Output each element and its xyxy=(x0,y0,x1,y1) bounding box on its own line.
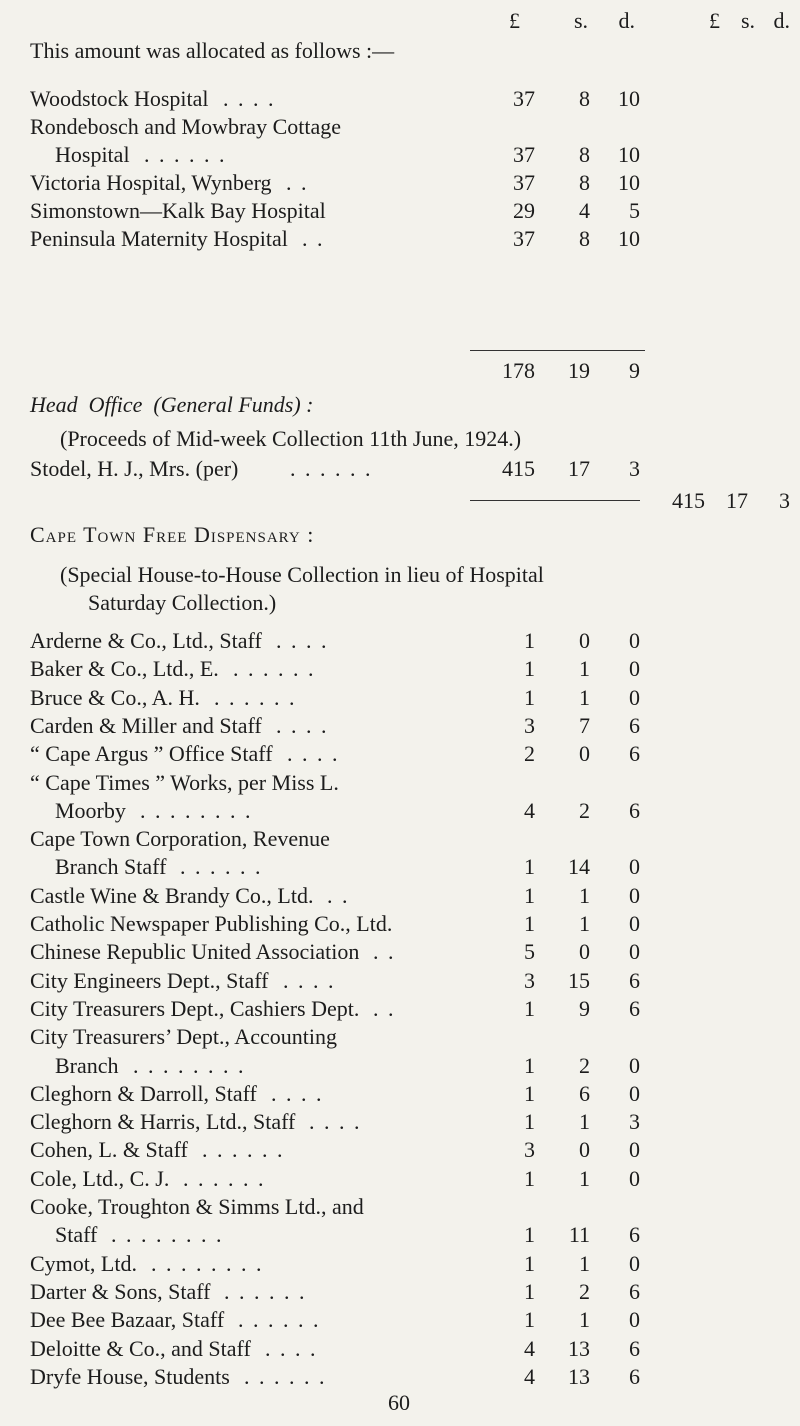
header-pounds-2: £ xyxy=(709,8,720,33)
hospital-total-shillings: 19 xyxy=(568,358,590,383)
amount-shillings: 8 xyxy=(579,142,590,167)
row-label: Staff xyxy=(55,1222,98,1248)
row-label: Peninsula Maternity Hospital xyxy=(30,226,288,251)
row-dots: . . . . xyxy=(265,1335,318,1361)
amount-shillings: 2 xyxy=(579,1052,590,1078)
row-dots: . . . . xyxy=(287,741,340,767)
amount-shillings: 7 xyxy=(579,712,590,738)
row-label: City Treasurers’ Dept., Accounting xyxy=(30,1024,337,1050)
amount-pence: 10 xyxy=(618,86,640,111)
amount-shillings: 1 xyxy=(579,1165,590,1191)
stodel-dots: . . . . . . xyxy=(290,456,373,481)
amount-shillings: 1 xyxy=(579,684,590,710)
row-label: “ Cape Times ” Works, per Miss L. xyxy=(30,769,339,795)
row-label: Cape Town Corporation, Revenue xyxy=(30,826,330,852)
row-label: Chinese Republic United Association xyxy=(30,939,360,965)
row-label: Cymot, Ltd. xyxy=(30,1250,137,1276)
dispensary-note-1: (Special House-to-House Collection in lieu of Hospital xyxy=(60,562,544,587)
amount-shillings: 1 xyxy=(579,911,590,936)
row-dots: . . xyxy=(302,226,325,251)
carry-shillings: 17 xyxy=(726,488,748,513)
row-dots: . . . . . . . . xyxy=(133,1052,246,1078)
carry-pence: 3 xyxy=(779,488,790,513)
amount-pounds: 37 xyxy=(513,86,535,111)
amount-pence: 10 xyxy=(618,226,640,251)
amount-pence: 0 xyxy=(629,911,640,936)
row-label: Cohen, L. & Staff xyxy=(30,1137,188,1163)
amount-pounds: 3 xyxy=(524,712,535,738)
row-dots: . . . . . . xyxy=(144,142,227,167)
row-label: Carden & Miller and Staff xyxy=(30,712,262,738)
header-shillings: s. xyxy=(573,8,588,33)
row-label: Rondebosch and Mowbray Cottage xyxy=(30,114,341,139)
amount-pence: 6 xyxy=(629,1222,640,1248)
carry-pounds: 415 xyxy=(672,488,705,513)
row-label: Moorby xyxy=(55,797,126,823)
amount-pence: 6 xyxy=(629,967,640,993)
row-dots: . . . . xyxy=(223,86,276,111)
row-dots: . . . . . . xyxy=(180,854,263,880)
row-dots: . . . . . . xyxy=(214,684,297,710)
total-rule xyxy=(470,350,645,351)
amount-shillings: 2 xyxy=(579,1278,590,1304)
row-dots: . . xyxy=(327,882,350,908)
amount-pounds: 4 xyxy=(524,797,535,823)
amount-pence: 0 xyxy=(629,628,640,653)
amount-shillings: 1 xyxy=(579,1307,590,1333)
head-office-title-b: Office xyxy=(88,392,143,417)
amount-pounds: 3 xyxy=(524,1137,535,1163)
amount-shillings: 1 xyxy=(579,1109,590,1135)
amount-pounds: 1 xyxy=(524,1165,535,1191)
amount-shillings: 11 xyxy=(568,1222,590,1248)
row-dots: . . . . . . . . xyxy=(111,1222,224,1248)
amount-pounds: 1 xyxy=(524,1278,535,1304)
amount-shillings: 8 xyxy=(579,170,590,195)
header-pence-2: d. xyxy=(773,8,790,33)
amount-shillings: 0 xyxy=(579,628,590,653)
amount-pounds: 1 xyxy=(524,1250,535,1276)
row-dots: . . xyxy=(373,995,396,1021)
header-shillings-2: s. xyxy=(740,8,755,33)
row-label: Hospital xyxy=(55,142,130,167)
amount-pounds: 1 xyxy=(524,995,535,1021)
row-label: Cole, Ltd., C. J. xyxy=(30,1165,170,1191)
amount-pounds: 37 xyxy=(513,142,535,167)
amount-pence: 6 xyxy=(629,1363,640,1389)
header-pounds: £ xyxy=(509,8,520,33)
amount-pence: 0 xyxy=(629,656,640,682)
amount-shillings: 4 xyxy=(579,198,590,223)
amount-pounds: 1 xyxy=(524,656,535,682)
row-label: Branch xyxy=(55,1052,119,1078)
row-dots: . . . . . . xyxy=(224,1278,307,1304)
row-dots: . . . . xyxy=(309,1109,362,1135)
row-label: Castle Wine & Brandy Co., Ltd. xyxy=(30,882,314,908)
row-dots: . . . . . . . . xyxy=(151,1250,264,1276)
row-dots: . . . . . . xyxy=(244,1363,327,1389)
row-dots: . . . . . . xyxy=(202,1137,285,1163)
amount-pounds: 3 xyxy=(524,967,535,993)
row-dots: . . xyxy=(373,939,396,965)
row-label: Cleghorn & Harris, Ltd., Staff xyxy=(30,1109,296,1135)
amount-pounds: 37 xyxy=(513,226,535,251)
amount-pence: 0 xyxy=(629,1307,640,1333)
amount-pounds: 2 xyxy=(524,741,535,767)
row-label: Victoria Hospital, Wynberg xyxy=(30,170,272,195)
amount-shillings: 0 xyxy=(579,939,590,965)
amount-pounds: 1 xyxy=(524,1222,535,1248)
row-dots: . . . . xyxy=(276,628,329,653)
amount-pence: 10 xyxy=(618,142,640,167)
amount-shillings: 0 xyxy=(579,1137,590,1163)
head-office-title-a: Head xyxy=(30,392,78,417)
amount-shillings: 15 xyxy=(568,967,590,993)
amount-pounds: 1 xyxy=(524,1109,535,1135)
row-dots: . . . . xyxy=(271,1080,324,1106)
row-label: City Engineers Dept., Staff xyxy=(30,967,269,993)
amount-shillings: 8 xyxy=(579,226,590,251)
amount-pence: 0 xyxy=(629,882,640,908)
row-dots: . . . . xyxy=(276,712,329,738)
row-label: City Treasurers Dept., Cashiers Dept. xyxy=(30,995,360,1021)
dispensary-title: Cape Town Free Dispensary : xyxy=(30,522,315,547)
row-dots: . . . . xyxy=(283,967,336,993)
row-label: Simonstown—Kalk Bay Hospital xyxy=(30,198,326,223)
stodel-shillings: 17 xyxy=(568,456,590,481)
row-label: Catholic Newspaper Publishing Co., Ltd. xyxy=(30,911,393,936)
amount-pence: 6 xyxy=(629,1335,640,1361)
stodel-label: Stodel, H. J., Mrs. (per) xyxy=(30,456,239,481)
row-label: Cleghorn & Darroll, Staff xyxy=(30,1080,257,1106)
amount-pounds: 37 xyxy=(513,170,535,195)
row-label: Bruce & Co., A. H. xyxy=(30,684,200,710)
amount-pounds: 1 xyxy=(524,1307,535,1333)
amount-pounds: 5 xyxy=(524,939,535,965)
row-dots: . . . . . . xyxy=(233,656,316,682)
amount-pence: 10 xyxy=(618,170,640,195)
amount-pounds: 1 xyxy=(524,684,535,710)
row-label: “ Cape Argus ” Office Staff xyxy=(30,741,273,767)
hospital-total-pounds: 178 xyxy=(502,358,535,383)
amount-pence: 0 xyxy=(629,854,640,880)
amount-pence: 5 xyxy=(629,198,640,223)
dispensary-note-2: Saturday Collection.) xyxy=(88,590,277,615)
row-label: Baker & Co., Ltd., E. xyxy=(30,656,219,682)
amount-pence: 0 xyxy=(629,1052,640,1078)
amount-pounds: 1 xyxy=(524,882,535,908)
row-label: Deloitte & Co., and Staff xyxy=(30,1335,251,1361)
page-number: 60 xyxy=(388,1390,410,1415)
amount-pence: 6 xyxy=(629,1278,640,1304)
carry-rule xyxy=(470,500,640,501)
amount-pence: 6 xyxy=(629,797,640,823)
amount-pence: 6 xyxy=(629,712,640,738)
amount-pounds: 1 xyxy=(524,911,535,936)
amount-pence: 3 xyxy=(629,1109,640,1135)
hospital-total-pence: 9 xyxy=(629,358,640,383)
row-label: Arderne & Co., Ltd., Staff xyxy=(30,628,262,653)
row-dots: . . . . . . xyxy=(238,1307,321,1333)
amount-shillings: 9 xyxy=(579,995,590,1021)
amount-pounds: 1 xyxy=(524,1080,535,1106)
amount-pounds: 4 xyxy=(524,1363,535,1389)
row-dots: . . xyxy=(286,170,309,195)
amount-shillings: 0 xyxy=(579,741,590,767)
row-dots: . . . . . . xyxy=(183,1165,266,1191)
amount-shillings: 13 xyxy=(568,1335,590,1361)
amount-pence: 0 xyxy=(629,1165,640,1191)
amount-pence: 6 xyxy=(629,995,640,1021)
row-dots: . . . . . . . . xyxy=(140,797,253,823)
amount-pounds: 29 xyxy=(513,198,535,223)
row-label: Darter & Sons, Staff xyxy=(30,1278,211,1304)
head-office-title-c: (General Funds) : xyxy=(153,392,314,417)
header-pence: d. xyxy=(618,8,635,33)
amount-pence: 0 xyxy=(629,1137,640,1163)
head-office-title xyxy=(30,392,314,418)
stodel-pence: 3 xyxy=(629,456,640,481)
row-label: Branch Staff xyxy=(55,854,167,880)
amount-shillings: 14 xyxy=(568,854,590,880)
intro-text: This amount was allocated as follows :— xyxy=(30,38,395,63)
amount-pence: 0 xyxy=(629,684,640,710)
amount-pence: 0 xyxy=(629,939,640,965)
row-label: Dryfe House, Students xyxy=(30,1363,230,1389)
amount-shillings: 1 xyxy=(579,656,590,682)
amount-pounds: 1 xyxy=(524,1052,535,1078)
amount-pounds: 1 xyxy=(524,628,535,653)
stodel-pounds: 415 xyxy=(502,456,535,481)
row-label: Cooke, Troughton & Simms Ltd., and xyxy=(30,1194,364,1219)
amount-pence: 0 xyxy=(629,1250,640,1276)
amount-pounds: 4 xyxy=(524,1335,535,1361)
row-label: Woodstock Hospital xyxy=(30,86,209,111)
amount-pence: 0 xyxy=(629,1080,640,1106)
amount-shillings: 2 xyxy=(579,797,590,823)
amount-pence: 6 xyxy=(629,741,640,767)
amount-shillings: 1 xyxy=(579,1250,590,1276)
amount-shillings: 13 xyxy=(568,1363,590,1389)
amount-shillings: 6 xyxy=(579,1080,590,1106)
amount-shillings: 1 xyxy=(579,882,590,908)
proceeds-note: (Proceeds of Mid-week Collection 11th June, 1924.) xyxy=(60,426,522,451)
amount-pounds: 1 xyxy=(524,854,535,880)
row-label: Dee Bee Bazaar, Staff xyxy=(30,1307,225,1333)
amount-shillings: 8 xyxy=(579,86,590,111)
